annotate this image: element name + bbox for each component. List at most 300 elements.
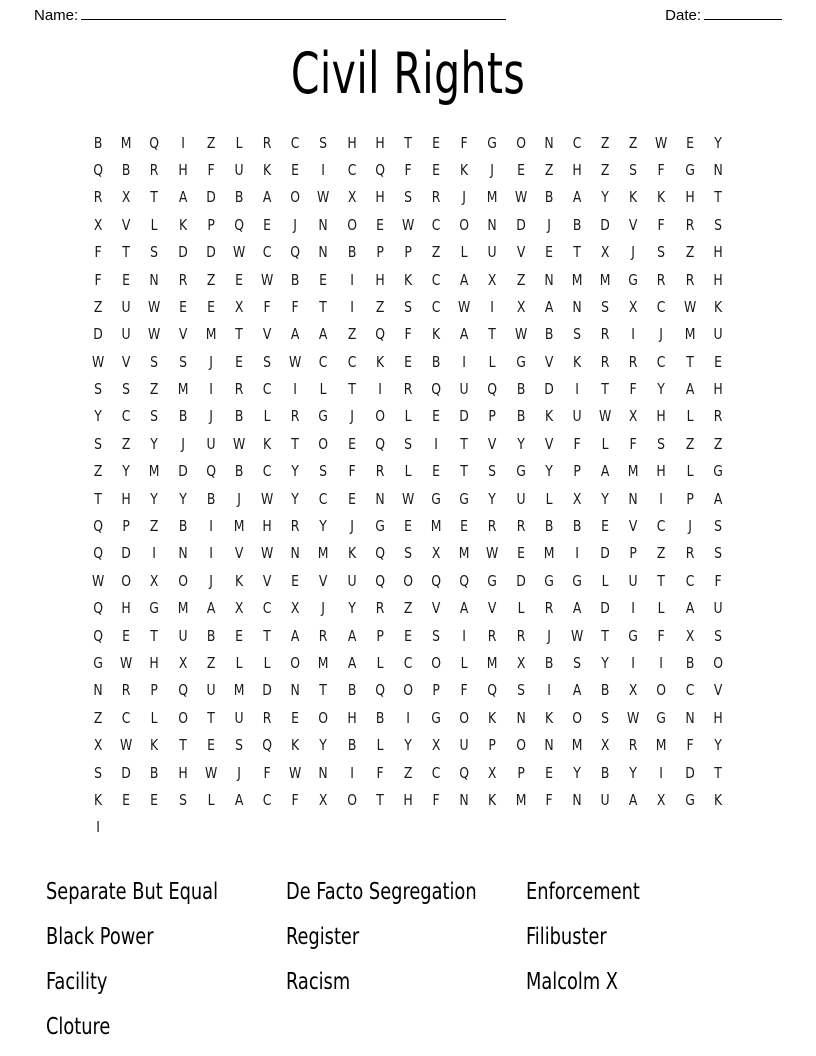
grid-cell[interactable]: H bbox=[121, 599, 131, 618]
grid-cell[interactable]: H bbox=[713, 380, 723, 399]
grid-cell[interactable]: Z bbox=[516, 270, 525, 289]
grid-cell[interactable]: X bbox=[685, 626, 694, 645]
grid-cell[interactable]: W bbox=[599, 407, 612, 426]
grid-cell[interactable]: E bbox=[516, 160, 525, 179]
grid-cell[interactable]: R bbox=[713, 407, 723, 426]
grid-cell[interactable]: E bbox=[206, 297, 215, 316]
grid-cell[interactable]: Q bbox=[487, 380, 498, 399]
grid-cell[interactable]: D bbox=[205, 243, 216, 262]
grid-cell[interactable]: Q bbox=[262, 736, 272, 755]
grid-cell[interactable]: F bbox=[657, 626, 666, 645]
grid-cell[interactable]: O bbox=[656, 681, 667, 700]
grid-cell[interactable]: X bbox=[488, 270, 497, 289]
grid-cell[interactable]: R bbox=[150, 160, 159, 179]
grid-cell[interactable]: Q bbox=[487, 681, 498, 700]
grid-cell[interactable]: O bbox=[515, 736, 526, 755]
grid-cell[interactable]: K bbox=[234, 571, 244, 590]
grid-cell[interactable]: X bbox=[234, 297, 244, 316]
grid-cell[interactable]: K bbox=[460, 160, 469, 179]
grid-cell[interactable]: C bbox=[290, 133, 300, 152]
grid-cell[interactable]: Q bbox=[374, 544, 385, 563]
grid-cell[interactable]: Y bbox=[122, 462, 131, 481]
grid-cell[interactable]: B bbox=[544, 188, 554, 207]
grid-cell[interactable]: P bbox=[150, 681, 159, 700]
grid-cell[interactable]: R bbox=[685, 215, 695, 234]
grid-cell[interactable]: L bbox=[263, 653, 271, 672]
grid-cell[interactable]: Z bbox=[93, 708, 103, 727]
grid-cell[interactable]: Y bbox=[601, 188, 609, 207]
grid-cell[interactable]: I bbox=[547, 681, 551, 700]
grid-cell[interactable]: D bbox=[121, 763, 132, 782]
grid-cell[interactable]: W bbox=[204, 763, 217, 782]
grid-cell[interactable]: U bbox=[206, 681, 216, 700]
grid-cell[interactable]: K bbox=[94, 790, 103, 809]
grid-cell[interactable]: N bbox=[713, 160, 723, 179]
grid-cell[interactable]: J bbox=[208, 352, 213, 371]
grid-cell[interactable]: L bbox=[489, 352, 496, 371]
grid-cell[interactable]: E bbox=[601, 517, 610, 536]
grid-cell[interactable]: S bbox=[122, 380, 131, 399]
grid-cell[interactable]: J bbox=[687, 517, 692, 536]
grid-cell[interactable]: E bbox=[460, 517, 469, 536]
grid-cell[interactable]: V bbox=[431, 599, 441, 618]
grid-cell[interactable]: S bbox=[94, 434, 103, 453]
grid-cell[interactable]: C bbox=[657, 517, 666, 536]
grid-cell[interactable]: G bbox=[628, 626, 639, 645]
grid-cell[interactable]: A bbox=[206, 599, 216, 618]
grid-cell[interactable]: H bbox=[177, 160, 188, 179]
grid-cell[interactable]: F bbox=[629, 434, 637, 453]
grid-cell[interactable]: X bbox=[516, 653, 525, 672]
grid-cell[interactable]: Z bbox=[93, 462, 103, 481]
grid-cell[interactable]: I bbox=[152, 544, 157, 563]
grid-cell[interactable]: T bbox=[460, 434, 469, 453]
grid-cell[interactable]: U bbox=[121, 325, 131, 344]
grid-cell[interactable]: D bbox=[684, 763, 695, 782]
grid-cell[interactable]: D bbox=[600, 215, 610, 234]
grid-cell[interactable]: H bbox=[375, 133, 385, 152]
grid-cell[interactable]: G bbox=[93, 653, 103, 672]
grid-cell[interactable]: P bbox=[207, 215, 215, 234]
grid-cell[interactable]: Z bbox=[629, 133, 638, 152]
grid-cell[interactable]: G bbox=[684, 790, 695, 809]
grid-cell[interactable]: L bbox=[150, 215, 158, 234]
grid-cell[interactable]: I bbox=[462, 352, 467, 371]
grid-cell[interactable]: P bbox=[488, 407, 497, 426]
grid-cell[interactable]: O bbox=[374, 407, 385, 426]
grid-cell[interactable]: E bbox=[319, 270, 328, 289]
grid-cell[interactable]: N bbox=[487, 215, 498, 234]
grid-cell[interactable]: V bbox=[629, 517, 638, 536]
grid-cell[interactable]: V bbox=[319, 571, 328, 590]
grid-cell[interactable]: M bbox=[487, 188, 498, 207]
grid-cell[interactable]: O bbox=[177, 708, 188, 727]
grid-cell[interactable]: I bbox=[434, 434, 438, 453]
grid-cell[interactable]: Z bbox=[685, 243, 694, 262]
grid-cell[interactable]: A bbox=[460, 599, 469, 618]
grid-cell[interactable]: F bbox=[263, 297, 271, 316]
grid-cell[interactable]: O bbox=[318, 708, 329, 727]
grid-cell[interactable]: W bbox=[458, 297, 471, 316]
grid-cell[interactable]: Y bbox=[319, 517, 328, 536]
grid-cell[interactable]: A bbox=[460, 325, 469, 344]
grid-cell[interactable]: B bbox=[206, 489, 216, 508]
grid-cell[interactable]: U bbox=[206, 434, 216, 453]
grid-cell[interactable]: B bbox=[234, 462, 244, 481]
grid-cell[interactable]: L bbox=[320, 380, 327, 399]
grid-cell[interactable]: M bbox=[233, 517, 245, 536]
grid-cell[interactable]: I bbox=[575, 544, 579, 563]
grid-cell[interactable]: P bbox=[122, 517, 131, 536]
grid-cell[interactable]: W bbox=[401, 489, 415, 508]
grid-cell[interactable]: X bbox=[431, 544, 441, 563]
grid-cell[interactable]: J bbox=[293, 215, 298, 234]
grid-cell[interactable]: Z bbox=[150, 517, 159, 536]
grid-cell[interactable]: L bbox=[404, 462, 412, 481]
word-search-grid[interactable] bbox=[84, 130, 732, 842]
grid-cell[interactable]: G bbox=[374, 517, 385, 536]
grid-cell[interactable]: D bbox=[205, 188, 216, 207]
grid-cell[interactable]: R bbox=[93, 188, 103, 207]
grid-cell[interactable]: J bbox=[631, 243, 636, 262]
grid-cell[interactable]: G bbox=[431, 489, 441, 508]
grid-cell[interactable]: I bbox=[349, 270, 354, 289]
grid-cell[interactable]: S bbox=[319, 133, 328, 152]
grid-cell[interactable]: I bbox=[349, 297, 354, 316]
grid-cell[interactable]: Z bbox=[685, 434, 694, 453]
grid-cell[interactable]: M bbox=[177, 380, 188, 399]
grid-cell[interactable]: Y bbox=[573, 763, 581, 782]
grid-cell[interactable]: T bbox=[657, 571, 666, 590]
grid-cell[interactable]: E bbox=[544, 763, 553, 782]
grid-cell[interactable]: S bbox=[404, 297, 412, 316]
grid-cell[interactable]: T bbox=[150, 626, 159, 645]
word-list-item[interactable]: Racism bbox=[286, 968, 351, 995]
grid-cell[interactable]: E bbox=[432, 133, 441, 152]
grid-cell[interactable]: J bbox=[321, 599, 326, 618]
grid-cell[interactable]: N bbox=[290, 544, 300, 563]
grid-cell[interactable]: I bbox=[321, 160, 326, 179]
grid-cell[interactable]: G bbox=[656, 708, 667, 727]
grid-cell[interactable]: B bbox=[178, 407, 187, 426]
grid-cell[interactable]: F bbox=[291, 790, 299, 809]
grid-cell[interactable]: K bbox=[713, 297, 722, 316]
grid-cell[interactable]: D bbox=[177, 462, 188, 481]
grid-cell[interactable]: L bbox=[235, 653, 243, 672]
grid-cell[interactable]: S bbox=[94, 763, 103, 782]
grid-cell[interactable]: O bbox=[403, 571, 413, 590]
grid-cell[interactable]: T bbox=[263, 626, 271, 645]
grid-cell[interactable]: E bbox=[235, 270, 243, 289]
grid-cell[interactable]: L bbox=[545, 489, 553, 508]
grid-cell[interactable]: Q bbox=[93, 544, 103, 563]
grid-cell[interactable]: I bbox=[462, 626, 467, 645]
grid-cell[interactable]: R bbox=[178, 270, 187, 289]
grid-cell[interactable]: X bbox=[657, 790, 666, 809]
grid-cell[interactable]: S bbox=[150, 407, 159, 426]
grid-cell[interactable]: X bbox=[629, 407, 638, 426]
grid-cell[interactable]: E bbox=[432, 407, 441, 426]
grid-cell[interactable]: M bbox=[684, 325, 696, 344]
grid-cell[interactable]: V bbox=[234, 544, 244, 563]
grid-cell[interactable]: S bbox=[94, 380, 103, 399]
grid-cell[interactable]: F bbox=[657, 215, 666, 234]
grid-cell[interactable]: Q bbox=[374, 160, 385, 179]
grid-cell[interactable]: I bbox=[349, 763, 354, 782]
grid-cell[interactable]: F bbox=[348, 462, 356, 481]
grid-cell[interactable]: V bbox=[262, 571, 272, 590]
grid-cell[interactable]: S bbox=[404, 188, 412, 207]
grid-cell[interactable]: E bbox=[685, 133, 694, 152]
grid-cell[interactable]: Z bbox=[375, 297, 385, 316]
grid-cell[interactable]: B bbox=[572, 517, 582, 536]
grid-cell[interactable]: M bbox=[487, 653, 498, 672]
grid-cell[interactable]: V bbox=[516, 243, 525, 262]
grid-cell[interactable]: T bbox=[573, 243, 581, 262]
grid-cell[interactable]: Z bbox=[657, 544, 666, 563]
grid-cell[interactable]: E bbox=[291, 160, 300, 179]
grid-cell[interactable]: E bbox=[516, 544, 525, 563]
grid-cell[interactable]: Z bbox=[150, 380, 159, 399]
grid-cell[interactable]: I bbox=[631, 325, 636, 344]
grid-cell[interactable]: F bbox=[714, 571, 722, 590]
grid-cell[interactable]: F bbox=[404, 160, 412, 179]
grid-cell[interactable]: B bbox=[600, 763, 610, 782]
grid-cell[interactable]: M bbox=[628, 462, 639, 481]
grid-cell[interactable]: Y bbox=[657, 380, 666, 399]
grid-cell[interactable]: V bbox=[488, 434, 497, 453]
grid-cell[interactable]: R bbox=[262, 133, 272, 152]
grid-cell[interactable]: K bbox=[150, 736, 159, 755]
grid-cell[interactable]: C bbox=[319, 489, 328, 508]
grid-cell[interactable]: Z bbox=[347, 325, 356, 344]
grid-cell[interactable]: R bbox=[290, 407, 300, 426]
grid-cell[interactable]: K bbox=[488, 790, 497, 809]
grid-cell[interactable]: S bbox=[263, 352, 272, 371]
grid-cell[interactable]: H bbox=[346, 133, 357, 152]
grid-cell[interactable]: I bbox=[631, 599, 636, 618]
grid-cell[interactable]: S bbox=[178, 790, 187, 809]
grid-cell[interactable]: E bbox=[432, 160, 441, 179]
grid-cell[interactable]: H bbox=[572, 160, 582, 179]
grid-cell[interactable]: M bbox=[458, 544, 470, 563]
grid-cell[interactable]: E bbox=[122, 270, 131, 289]
grid-cell[interactable]: W bbox=[655, 133, 668, 152]
grid-cell[interactable]: C bbox=[657, 352, 666, 371]
grid-cell[interactable]: A bbox=[572, 599, 582, 618]
grid-cell[interactable]: T bbox=[319, 297, 328, 316]
grid-cell[interactable]: T bbox=[319, 681, 328, 700]
grid-cell[interactable]: E bbox=[404, 352, 412, 371]
grid-cell[interactable]: S bbox=[657, 434, 666, 453]
grid-cell[interactable]: H bbox=[346, 708, 357, 727]
grid-cell[interactable]: Z bbox=[206, 133, 216, 152]
grid-cell[interactable]: N bbox=[544, 133, 554, 152]
grid-cell[interactable]: C bbox=[572, 133, 582, 152]
grid-cell[interactable]: O bbox=[515, 133, 526, 152]
grid-cell[interactable]: E bbox=[347, 489, 356, 508]
grid-cell[interactable]: V bbox=[629, 215, 638, 234]
grid-cell[interactable]: T bbox=[714, 763, 722, 782]
grid-cell[interactable]: Y bbox=[714, 133, 722, 152]
grid-cell[interactable]: X bbox=[178, 653, 187, 672]
grid-cell[interactable]: X bbox=[629, 297, 638, 316]
grid-cell[interactable]: D bbox=[459, 407, 470, 426]
grid-cell[interactable]: Y bbox=[291, 462, 300, 481]
grid-cell[interactable]: I bbox=[96, 818, 100, 837]
grid-cell[interactable]: S bbox=[234, 736, 243, 755]
grid-cell[interactable]: C bbox=[262, 243, 272, 262]
grid-cell[interactable]: Z bbox=[93, 297, 103, 316]
grid-cell[interactable]: T bbox=[122, 243, 131, 262]
grid-cell[interactable]: X bbox=[93, 215, 103, 234]
grid-cell[interactable]: P bbox=[685, 489, 694, 508]
grid-cell[interactable]: Z bbox=[600, 133, 610, 152]
grid-cell[interactable]: O bbox=[290, 653, 301, 672]
grid-cell[interactable]: W bbox=[120, 653, 133, 672]
grid-cell[interactable]: E bbox=[404, 626, 412, 645]
grid-cell[interactable]: F bbox=[573, 434, 581, 453]
grid-cell[interactable]: U bbox=[121, 297, 131, 316]
grid-cell[interactable]: U bbox=[459, 736, 469, 755]
grid-cell[interactable]: Y bbox=[488, 489, 497, 508]
grid-cell[interactable]: D bbox=[600, 544, 610, 563]
grid-cell[interactable]: R bbox=[685, 270, 695, 289]
grid-cell[interactable]: B bbox=[600, 681, 610, 700]
grid-cell[interactable]: C bbox=[685, 681, 695, 700]
grid-cell[interactable]: W bbox=[260, 270, 274, 289]
grid-cell[interactable]: G bbox=[684, 160, 695, 179]
grid-cell[interactable]: X bbox=[291, 599, 300, 618]
grid-cell[interactable]: A bbox=[319, 325, 328, 344]
grid-cell[interactable]: W bbox=[91, 571, 105, 590]
grid-cell[interactable]: B bbox=[150, 763, 159, 782]
grid-cell[interactable]: S bbox=[601, 297, 610, 316]
grid-cell[interactable]: R bbox=[234, 380, 244, 399]
grid-cell[interactable]: E bbox=[432, 462, 441, 481]
grid-cell[interactable]: W bbox=[260, 489, 274, 508]
grid-cell[interactable]: G bbox=[459, 489, 470, 508]
grid-cell[interactable]: T bbox=[291, 434, 300, 453]
grid-cell[interactable]: B bbox=[572, 215, 582, 234]
grid-cell[interactable]: B bbox=[685, 653, 694, 672]
word-list-item[interactable]: De Facto Segregation bbox=[286, 878, 477, 905]
grid-cell[interactable]: T bbox=[150, 188, 159, 207]
grid-cell[interactable]: W bbox=[514, 188, 527, 207]
grid-cell[interactable]: W bbox=[289, 763, 302, 782]
grid-cell[interactable]: J bbox=[180, 434, 185, 453]
grid-cell[interactable]: J bbox=[208, 571, 213, 590]
grid-cell[interactable]: I bbox=[208, 517, 213, 536]
grid-cell[interactable]: A bbox=[234, 790, 244, 809]
grid-cell[interactable]: R bbox=[600, 325, 610, 344]
grid-cell[interactable]: T bbox=[94, 489, 102, 508]
grid-cell[interactable]: H bbox=[403, 790, 413, 809]
grid-cell[interactable]: U bbox=[572, 407, 582, 426]
grid-cell[interactable]: V bbox=[178, 325, 187, 344]
grid-cell[interactable]: W bbox=[148, 325, 161, 344]
grid-cell[interactable]: J bbox=[462, 188, 467, 207]
grid-cell[interactable]: K bbox=[713, 790, 722, 809]
name-input-line[interactable] bbox=[81, 6, 506, 20]
grid-cell[interactable]: M bbox=[571, 736, 583, 755]
grid-cell[interactable]: R bbox=[403, 380, 413, 399]
grid-cell[interactable]: I bbox=[208, 544, 213, 563]
grid-cell[interactable]: F bbox=[432, 790, 440, 809]
grid-cell[interactable]: H bbox=[713, 708, 723, 727]
grid-cell[interactable]: Q bbox=[205, 462, 216, 481]
grid-cell[interactable]: Y bbox=[291, 489, 300, 508]
grid-cell[interactable]: F bbox=[376, 763, 384, 782]
grid-cell[interactable]: H bbox=[375, 188, 385, 207]
grid-cell[interactable]: K bbox=[347, 544, 356, 563]
grid-cell[interactable]: G bbox=[515, 462, 526, 481]
grid-cell[interactable]: D bbox=[93, 325, 103, 344]
grid-cell[interactable]: U bbox=[178, 626, 188, 645]
grid-cell[interactable]: L bbox=[686, 407, 694, 426]
grid-cell[interactable]: N bbox=[318, 215, 329, 234]
grid-cell[interactable]: J bbox=[659, 325, 664, 344]
grid-cell[interactable]: V bbox=[262, 325, 272, 344]
grid-cell[interactable]: Y bbox=[319, 736, 328, 755]
grid-cell[interactable]: D bbox=[121, 544, 132, 563]
grid-cell[interactable]: F bbox=[207, 160, 215, 179]
grid-cell[interactable]: U bbox=[628, 571, 638, 590]
word-list-item[interactable]: Enforcement bbox=[526, 878, 640, 905]
grid-cell[interactable]: V bbox=[713, 681, 723, 700]
grid-cell[interactable]: C bbox=[431, 297, 441, 316]
grid-cell[interactable]: D bbox=[177, 243, 188, 262]
word-list-item[interactable]: Facility bbox=[46, 968, 108, 995]
grid-cell[interactable]: Q bbox=[177, 681, 188, 700]
grid-cell[interactable]: B bbox=[206, 626, 216, 645]
grid-cell[interactable]: V bbox=[544, 352, 554, 371]
grid-cell[interactable]: O bbox=[431, 653, 442, 672]
grid-cell[interactable]: L bbox=[460, 243, 468, 262]
grid-cell[interactable]: N bbox=[516, 708, 526, 727]
grid-cell[interactable]: G bbox=[515, 352, 526, 371]
grid-cell[interactable]: R bbox=[516, 517, 525, 536]
grid-cell[interactable]: C bbox=[347, 352, 356, 371]
grid-cell[interactable]: V bbox=[544, 434, 554, 453]
grid-cell[interactable]: A bbox=[291, 325, 300, 344]
grid-cell[interactable]: B bbox=[121, 160, 131, 179]
grid-cell[interactable]: Q bbox=[93, 160, 103, 179]
grid-cell[interactable]: T bbox=[347, 380, 356, 399]
grid-cell[interactable]: C bbox=[657, 297, 666, 316]
grid-cell[interactable]: I bbox=[659, 653, 664, 672]
grid-cell[interactable]: S bbox=[629, 160, 638, 179]
grid-cell[interactable]: L bbox=[263, 407, 271, 426]
grid-cell[interactable]: B bbox=[544, 325, 554, 344]
grid-cell[interactable]: V bbox=[122, 215, 131, 234]
grid-cell[interactable]: M bbox=[120, 133, 132, 152]
grid-cell[interactable]: M bbox=[430, 517, 442, 536]
grid-cell[interactable]: Z bbox=[600, 160, 610, 179]
grid-cell[interactable]: Q bbox=[459, 571, 470, 590]
grid-cell[interactable]: Y bbox=[516, 434, 525, 453]
grid-cell[interactable]: L bbox=[686, 462, 694, 481]
grid-cell[interactable]: A bbox=[572, 188, 582, 207]
grid-cell[interactable]: N bbox=[459, 790, 469, 809]
grid-cell[interactable]: B bbox=[516, 380, 525, 399]
grid-cell[interactable]: Y bbox=[94, 407, 102, 426]
grid-cell[interactable]: T bbox=[178, 736, 187, 755]
grid-cell[interactable]: S bbox=[713, 517, 722, 536]
grid-cell[interactable]: C bbox=[431, 763, 441, 782]
grid-cell[interactable]: F bbox=[94, 243, 102, 262]
grid-cell[interactable]: F bbox=[686, 736, 694, 755]
